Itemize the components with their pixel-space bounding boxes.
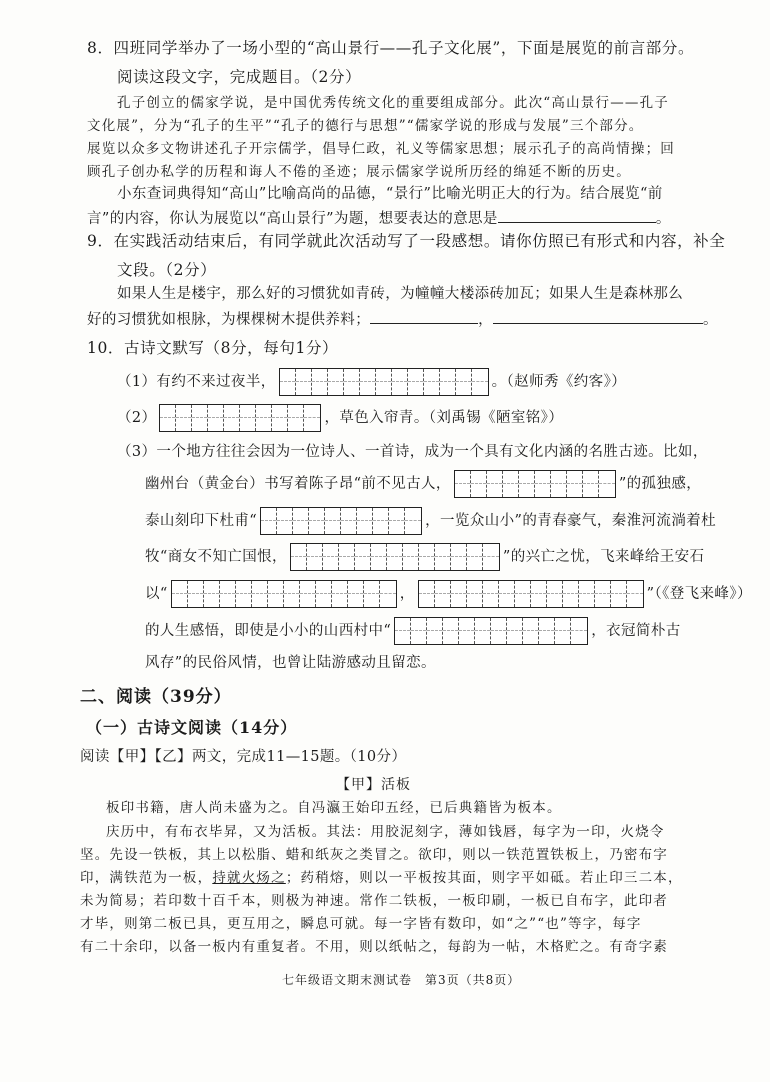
answer-cell[interactable] <box>389 508 405 534</box>
answer-cell[interactable] <box>567 471 583 497</box>
q10-s3-line <box>145 543 704 571</box>
q8-passage-line: 孔子创立的儒家学说，是中国优秀传统文化的重要组成部分。此次“高山景行——孔子 <box>117 95 670 111</box>
q9-period: 。 <box>703 312 718 328</box>
answer-cell[interactable] <box>467 544 483 570</box>
answer-cell[interactable] <box>288 405 304 431</box>
q10-s3-text: 幽州台（黄金台）书写着陈子昂“前不见古人， <box>145 475 451 492</box>
answer-cell[interactable] <box>507 618 523 644</box>
passage-line: 有二十余印，以备一板内有重复者。不用，则以纸帖之，每韵为一帖，木格贮之。有奇字素 <box>80 939 668 955</box>
answer-cell[interactable] <box>427 618 443 644</box>
answer-cell[interactable] <box>261 508 277 534</box>
answer-cell[interactable] <box>325 508 341 534</box>
q10-s1-text: （1）有约不来过夜半， <box>117 373 276 390</box>
answer-cell[interactable] <box>291 544 307 570</box>
passage-line: 坚。先设一铁板，其上以松脂、蜡和纸灰之类冒之。欲印，则以一铁范置铁板上，乃密布字 <box>80 847 668 863</box>
q10-answer-grid-4[interactable] <box>260 507 422 535</box>
passage-line: 板印书籍，唐人尚未盛为之。自冯瀛王始印五经，已后典籍皆为板本。 <box>106 800 562 816</box>
answer-cell[interactable] <box>451 581 467 607</box>
q10-s3-text: ，衣冠简朴古 <box>591 622 681 639</box>
answer-cell[interactable] <box>535 471 551 497</box>
passage-text: ；药稍熔，则以一平板按其面，则字平如砥。若止印三二本， <box>285 870 683 886</box>
q10-s3-line <box>145 470 701 498</box>
answer-cell[interactable] <box>160 405 176 431</box>
q10-s3-text: ”的兴亡之忧，飞来峰给王安石 <box>502 548 705 565</box>
q10-s3-line <box>145 507 716 535</box>
underlined-phrase: 持就火炀之 <box>212 870 286 886</box>
answer-cell[interactable] <box>256 405 272 431</box>
answer-cell[interactable] <box>304 405 320 431</box>
passage-line <box>80 872 683 886</box>
passage-title: 【甲】活板 <box>336 777 411 793</box>
answer-cell[interactable] <box>456 369 472 395</box>
answer-cell[interactable] <box>451 544 467 570</box>
answer-cell[interactable] <box>555 618 571 644</box>
answer-cell[interactable] <box>424 369 440 395</box>
answer-cell[interactable] <box>220 581 236 607</box>
answer-cell[interactable] <box>405 508 421 534</box>
q8-instruction: 阅读这段文字，完成题目。（2分） <box>117 68 362 86</box>
answer-cell[interactable] <box>373 508 389 534</box>
answer-cell[interactable] <box>344 369 360 395</box>
answer-cell[interactable] <box>296 369 312 395</box>
q10-s3-text: ”的孤独感， <box>618 475 702 492</box>
answer-cell[interactable] <box>192 405 208 431</box>
answer-cell[interactable] <box>252 581 268 607</box>
answer-cell[interactable] <box>341 508 357 534</box>
answer-cell[interactable] <box>355 544 371 570</box>
q10-s2-text: ，草色入帘青。（刘禹锡《陋室铭》） <box>324 409 564 426</box>
q8-answer-blank[interactable] <box>498 210 656 223</box>
answer-cell[interactable] <box>531 581 547 607</box>
answer-cell[interactable] <box>471 471 487 497</box>
answer-cell[interactable] <box>339 544 355 570</box>
answer-cell[interactable] <box>519 471 535 497</box>
answer-cell[interactable] <box>411 618 427 644</box>
answer-cell[interactable] <box>583 471 599 497</box>
q10-answer-grid-6[interactable] <box>171 580 397 608</box>
q10-answer-grid-2[interactable] <box>159 404 321 432</box>
q10-s3-text: 风存”的民俗风情，也曾让陆游感动且留恋。 <box>145 655 436 671</box>
q8-task-text: 言”的内容，你认为展览以“高山景行”为题，想要表达的意思是 <box>87 211 498 227</box>
answer-cell[interactable] <box>443 618 459 644</box>
answer-cell[interactable] <box>360 369 376 395</box>
q10-s3-text: 的人生感悟，即使是小小的山西村中“ <box>145 622 392 639</box>
q10-s3-text: 以“ <box>145 585 168 602</box>
q8-passage-line: 展览以众多文物讲述孔子开宗儒学，倡导仁政，礼义等儒家思想；展示孔子的高尚情操；回 <box>87 141 675 157</box>
answer-cell[interactable] <box>459 618 475 644</box>
answer-cell[interactable] <box>551 471 567 497</box>
q10-s3-text: ”（《登飞来峰》） <box>646 585 752 602</box>
answer-cell[interactable] <box>472 369 488 395</box>
answer-cell[interactable] <box>376 369 392 395</box>
q10-answer-grid-3[interactable] <box>454 470 616 498</box>
q10-s3-line <box>145 580 752 608</box>
q10-s3-line <box>145 617 681 645</box>
answer-cell[interactable] <box>539 618 555 644</box>
answer-cell[interactable] <box>236 581 252 607</box>
answer-cell[interactable] <box>309 508 325 534</box>
answer-cell[interactable] <box>515 581 531 607</box>
q10-answer-grid-8[interactable] <box>394 617 588 645</box>
q9-text: 如果人生是楼宇，那么好的习惯犹如青砖，为幢幢大楼添砖加瓦；如果人生是森林那么 <box>117 286 684 302</box>
q10-s3-text: ， <box>399 585 415 602</box>
answer-cell[interactable] <box>357 508 373 534</box>
answer-cell[interactable] <box>419 544 435 570</box>
answer-cell[interactable] <box>395 618 411 644</box>
q10-s3-text: ，一览众山小”的青春豪气，秦淮河流淌着杜 <box>425 512 717 529</box>
answer-cell[interactable] <box>328 369 344 395</box>
answer-cell[interactable] <box>272 405 288 431</box>
answer-cell[interactable] <box>224 405 240 431</box>
answer-cell[interactable] <box>284 581 300 607</box>
q10-item-2 <box>117 404 563 432</box>
answer-cell[interactable] <box>455 471 471 497</box>
q10-answer-grid-7[interactable] <box>418 580 644 608</box>
passage-line: 庆历中，有布衣毕昇，又为活板。其法：用胶泥刻字，薄如钱唇，每字为一印，火烧令 <box>106 824 665 840</box>
answer-cell[interactable] <box>240 405 256 431</box>
answer-cell[interactable] <box>467 581 483 607</box>
q9-instruction: 文段。（2分） <box>117 261 217 279</box>
q10-s3-text: 泰山刻印下杜甫“ <box>145 512 258 529</box>
q8-passage-line: 顾孔子创办私学的历程和诲人不倦的圣迹；展示儒家学说所历经的绵延不断的历史。 <box>87 164 631 180</box>
answer-cell[interactable] <box>392 369 408 395</box>
section-heading: 二、阅读（39分） <box>80 687 232 707</box>
answer-cell[interactable] <box>435 544 451 570</box>
passage-text: 印，满铁范为一板， <box>80 870 213 886</box>
answer-cell[interactable] <box>312 369 328 395</box>
q9-stem: 9．在实践活动结束后，有同学就此次活动写了一段感想。请你仿照已有形式和内容，补全 <box>87 232 726 250</box>
q9-text <box>87 311 718 328</box>
answer-cell[interactable] <box>599 471 615 497</box>
q10-answer-grid-1[interactable] <box>279 368 489 396</box>
q10-s2-num: （2） <box>117 409 157 426</box>
q9-answer-blank-2[interactable] <box>493 311 703 324</box>
answer-cell[interactable] <box>300 581 316 607</box>
passage-line: 才毕，则第二板已具，更互用之，瞬息可就。每一字皆有数印，如“之”“也”等字，每字 <box>80 916 642 932</box>
answer-cell[interactable] <box>280 369 296 395</box>
answer-cell[interactable] <box>188 581 204 607</box>
answer-cell[interactable] <box>611 581 627 607</box>
subsection-heading: （一）古诗文阅读（14分） <box>86 718 298 737</box>
answer-cell[interactable] <box>595 581 611 607</box>
q10-title: 10．古诗文默写（8分，每句1分） <box>87 339 339 357</box>
answer-cell[interactable] <box>293 508 309 534</box>
answer-cell[interactable] <box>316 581 332 607</box>
q8-passage-line: 文化展”，分为“孔子的生平”“孔子的德行与思想”“儒家学说的形成与发展”三个部分。 <box>87 118 644 134</box>
passage-line: 未为简易；若印数十百千本，则极为神速。常作二铁板，一板印刷，一板已自布字，此印者 <box>80 893 668 909</box>
q8-stem: 8．四班同学举办了一场小型的“高山景行——孔子文化展”，下面是展览的前言部分。 <box>87 39 695 57</box>
answer-cell[interactable] <box>268 581 284 607</box>
q10-s3-text: （3）一个地方往往会因为一位诗人、一首诗，成为一个具有文化内涵的名胜古迹。比如， <box>117 444 708 460</box>
answer-cell[interactable] <box>440 369 456 395</box>
q9-text-lead: 好的习惯犹如根脉，为棵棵树木提供养料； <box>87 312 371 328</box>
q8-task: 言”的内容，你认为展览以“高山景行”为题，想要表达的意思是 。 <box>87 211 671 227</box>
q10-item-1 <box>117 368 626 396</box>
answer-cell[interactable] <box>204 581 220 607</box>
answer-cell[interactable] <box>475 618 491 644</box>
answer-cell[interactable] <box>563 581 579 607</box>
answer-cell[interactable] <box>387 544 403 570</box>
answer-cell[interactable] <box>571 618 587 644</box>
q9-comma: ， <box>478 312 494 328</box>
answer-cell[interactable] <box>627 581 643 607</box>
answer-cell[interactable] <box>332 581 348 607</box>
answer-cell[interactable] <box>364 581 380 607</box>
answer-cell[interactable] <box>172 581 188 607</box>
answer-cell[interactable] <box>419 581 435 607</box>
answer-cell[interactable] <box>380 581 396 607</box>
answer-cell[interactable] <box>483 544 499 570</box>
reading-instruction: 阅读【甲】【乙】两文，完成11—15题。（10分） <box>80 749 407 765</box>
answer-cell[interactable] <box>307 544 323 570</box>
answer-cell[interactable] <box>348 581 364 607</box>
answer-cell[interactable] <box>499 581 515 607</box>
answer-cell[interactable] <box>487 471 503 497</box>
answer-cell[interactable] <box>176 405 192 431</box>
answer-cell[interactable] <box>483 581 499 607</box>
answer-cell[interactable] <box>579 581 595 607</box>
answer-cell[interactable] <box>323 544 339 570</box>
q9-answer-blank-1[interactable] <box>370 311 478 324</box>
answer-cell[interactable] <box>503 471 519 497</box>
answer-cell[interactable] <box>547 581 563 607</box>
answer-cell[interactable] <box>371 544 387 570</box>
answer-cell[interactable] <box>523 618 539 644</box>
answer-cell[interactable] <box>403 544 419 570</box>
answer-cell[interactable] <box>435 581 451 607</box>
page-footer: 七年级语文期末测试卷 第3页（共8页） <box>282 973 521 987</box>
answer-cell[interactable] <box>408 369 424 395</box>
q10-s1-source: 。（赵师秀《约客》） <box>491 373 627 390</box>
answer-cell[interactable] <box>277 508 293 534</box>
q10-s3-text: 牧“商女不知亡国恨， <box>145 548 287 565</box>
q10-answer-grid-5[interactable] <box>290 543 500 571</box>
q8-task: 小东查词典得知“高山”比喻高尚的品德，“景行”比喻光明正大的行为。结合展览“前 <box>117 186 663 202</box>
answer-cell[interactable] <box>208 405 224 431</box>
answer-cell[interactable] <box>491 618 507 644</box>
